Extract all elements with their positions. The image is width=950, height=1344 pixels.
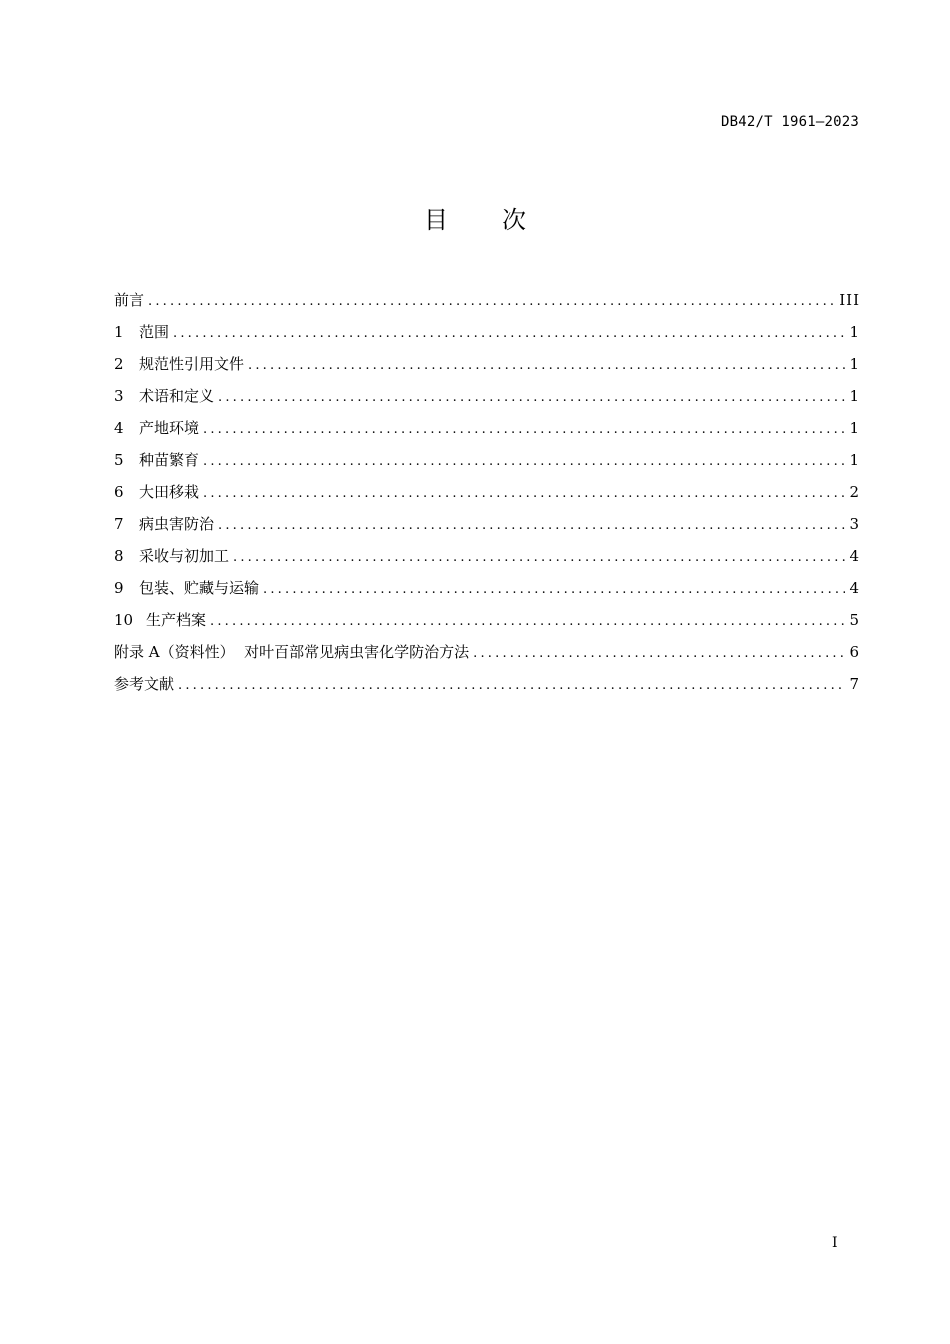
toc-entry-packaging[interactable] (114, 572, 860, 604)
toc-leader-dots (203, 414, 845, 446)
toc-leader-dots (233, 542, 845, 574)
toc-entry-page: 2 (849, 483, 860, 501)
toc-leader-dots (210, 606, 845, 638)
standard-code: DB42/T 1961—2023 (720, 114, 859, 130)
toc-entry-label: 参考文献 (114, 675, 175, 693)
toc-entry-appendix-a[interactable] (114, 636, 860, 668)
toc-entry-label: 病虫害防治 (139, 515, 215, 533)
toc-leader-dots (203, 478, 845, 510)
title-part-1: 目 (424, 206, 448, 234)
toc-leader-dots (248, 350, 845, 382)
toc-entry-harvest[interactable] (114, 540, 860, 572)
toc-entry-page: 1 (849, 451, 860, 469)
toc-entry-page: 7 (849, 675, 860, 693)
toc-entry-page: 1 (849, 323, 860, 341)
toc-entry-label: 范围 (139, 323, 170, 341)
toc-entry-label: 术语和定义 (139, 387, 215, 405)
toc-entry-label: 生产档案 (146, 611, 207, 629)
toc-entry-foreword[interactable] (114, 284, 860, 316)
toc-entry-terms-definitions[interactable] (114, 380, 860, 412)
toc-entry-pest-control[interactable] (114, 508, 860, 540)
toc-leader-dots (263, 574, 845, 606)
toc-entry-label: 大田移栽 (139, 483, 200, 501)
toc-entry-normative-references[interactable] (114, 348, 860, 380)
toc-entry-page: 5 (849, 611, 860, 629)
toc-entry-environment[interactable] (114, 412, 860, 444)
toc-entry-seedling[interactable] (114, 444, 860, 476)
toc-entry-number: 6 (114, 483, 124, 501)
toc-entry-page: 4 (849, 547, 860, 565)
toc-entry-page: 3 (849, 515, 860, 533)
title-part-2: 次 (502, 206, 526, 234)
toc-entry-label: 前言 (114, 291, 145, 309)
toc-entry-page: 6 (849, 643, 860, 661)
toc-entry-label: 规范性引用文件 (139, 355, 245, 373)
table-of-contents (114, 284, 860, 700)
toc-entry-number: 4 (114, 419, 124, 437)
toc-entry-page: 4 (849, 579, 860, 597)
toc-leader-dots (218, 382, 845, 414)
toc-leader-dots (218, 510, 845, 542)
toc-entry-label: 采收与初加工 (139, 547, 230, 565)
toc-entry-label: 种苗繁育 (139, 451, 200, 469)
toc-entry-number: 7 (114, 515, 124, 533)
toc-entry-number: 10 (114, 611, 134, 629)
toc-entry-number: 8 (114, 547, 124, 565)
toc-entry-transplanting[interactable] (114, 476, 860, 508)
toc-leader-dots (173, 318, 845, 350)
toc-entry-number: 5 (114, 451, 124, 469)
toc-leader-dots (178, 670, 845, 702)
toc-entry-page: 1 (849, 387, 860, 405)
page-title (0, 200, 950, 235)
toc-entry-number: 3 (114, 387, 124, 405)
toc-entry-page: III (839, 291, 860, 309)
toc-entry-page: 1 (849, 355, 860, 373)
toc-entry-label: 包装、贮藏与运输 (139, 579, 260, 597)
toc-entry-scope[interactable] (114, 316, 860, 348)
toc-entry-number: 9 (114, 579, 124, 597)
toc-entry-bibliography[interactable] (114, 668, 860, 700)
toc-entry-number: 1 (114, 323, 124, 341)
toc-entry-label: 产地环境 (139, 419, 200, 437)
toc-leader-dots (473, 638, 845, 670)
toc-entry-number: 2 (114, 355, 124, 373)
toc-entry-records[interactable] (114, 604, 860, 636)
toc-entry-label: 附录 A（资料性） 对叶百部常见病虫害化学防治方法 (114, 643, 470, 661)
page-number: I (832, 1235, 838, 1251)
toc-leader-dots (203, 446, 845, 478)
toc-entry-page: 1 (849, 419, 860, 437)
toc-leader-dots (148, 286, 835, 318)
